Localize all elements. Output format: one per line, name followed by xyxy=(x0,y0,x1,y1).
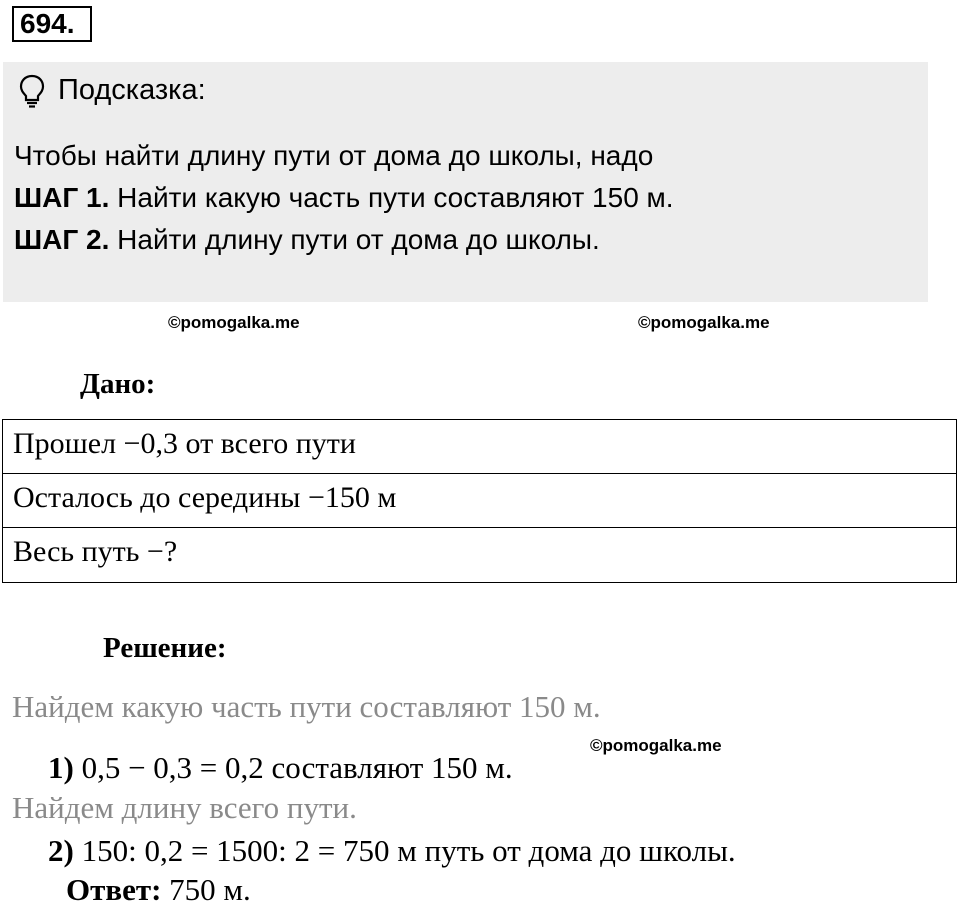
given-row: Осталось до середины −150 м xyxy=(3,474,956,528)
hint-step-1-label: ШАГ 1. xyxy=(14,182,110,213)
hint-intro: Чтобы найти длину пути от дома до школы, надо xyxy=(14,140,654,171)
solution-note-2: Найдем длину всего пути. xyxy=(12,790,357,825)
watermark: ©pomogalka.me xyxy=(638,313,770,332)
solution-title: Решение: xyxy=(103,632,227,664)
task-number-dot: . xyxy=(66,8,75,39)
answer xyxy=(66,871,251,909)
solution-step-1 xyxy=(48,749,513,787)
given-title: Дано: xyxy=(80,368,156,400)
hint-step-2-label: ШАГ 2. xyxy=(14,224,110,255)
solution-step-1-label: 1) xyxy=(48,750,74,785)
solution-note-1: Найдем какую часть пути составляют 150 м. xyxy=(12,689,601,724)
hint-step-2 xyxy=(14,222,600,258)
hint-title: Подсказка: xyxy=(58,74,206,106)
watermark: ©pomogalka.me xyxy=(168,313,300,332)
solution-step-2-text: 150: 0,2 = 1500: 2 = 750 м путь от дома до школы. xyxy=(73,833,736,868)
task-number: 694 xyxy=(20,8,67,39)
given-row: Прошел −0,3 от всего пути xyxy=(3,420,956,474)
solution-step-2 xyxy=(48,832,736,870)
solution-step-1-text: 0,5 − 0,3 = 0,2 составляют 150 м. xyxy=(73,750,513,785)
given-row: Весь путь −? xyxy=(13,535,178,568)
hint-step-1 xyxy=(14,180,674,216)
hint-step-2-text: Найти длину пути от дома до школы. xyxy=(109,224,600,255)
task-number-box xyxy=(12,6,92,42)
watermark: ©pomogalka.me xyxy=(590,736,722,755)
answer-value: 750 м. xyxy=(161,872,251,907)
given-table xyxy=(2,419,957,583)
lightbulb-icon xyxy=(18,74,46,108)
answer-label: Ответ: xyxy=(66,872,162,907)
solution-step-2-label: 2) xyxy=(48,833,74,868)
hint-step-1-text: Найти какую часть пути составляют 150 м. xyxy=(109,182,674,213)
